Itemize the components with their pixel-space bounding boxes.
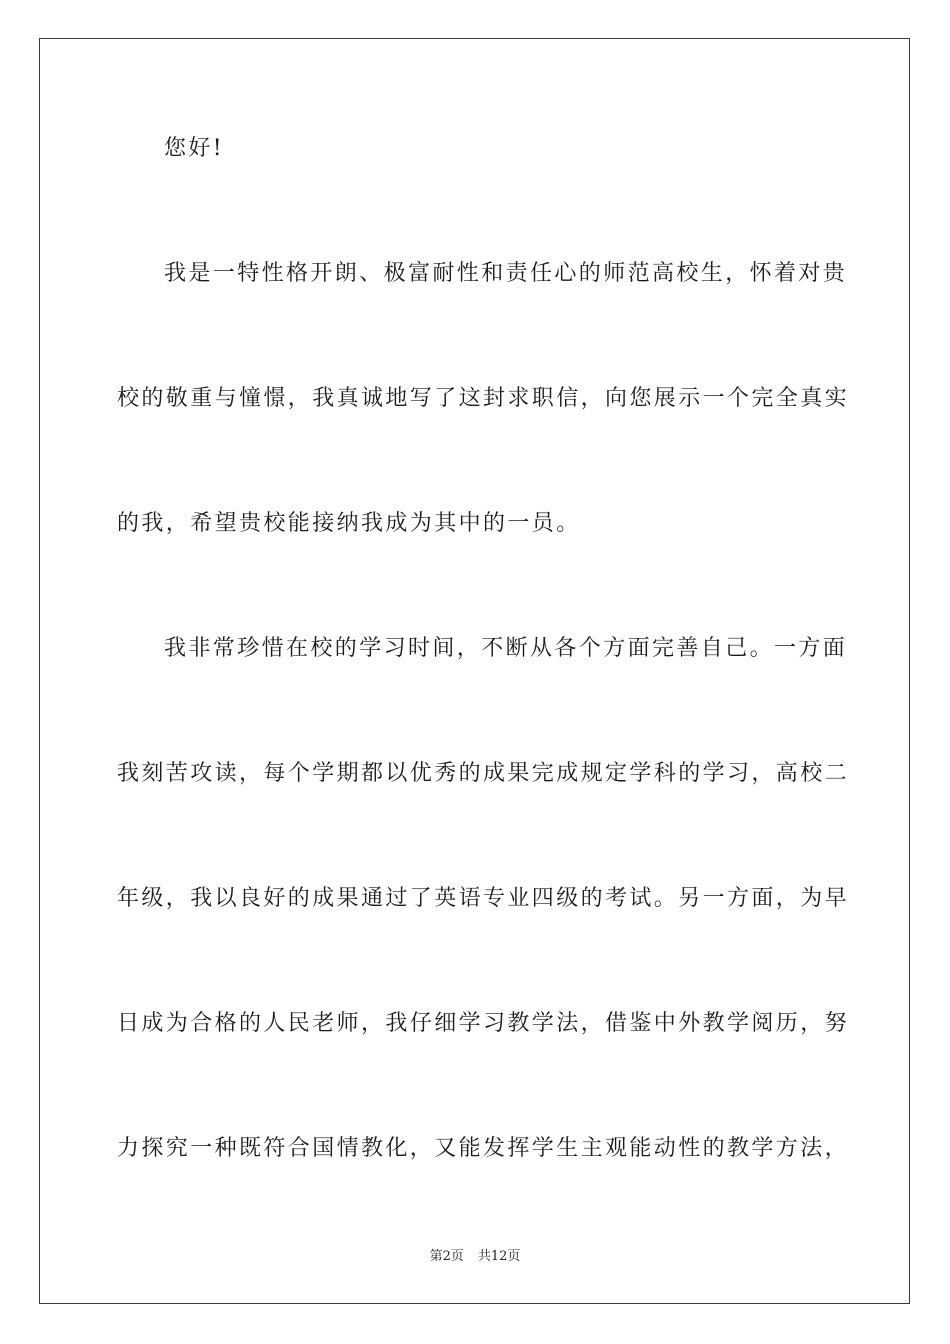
paragraph-line: 我非常珍惜在校的学习时间，不断从各个方面完善自己。一方面 — [164, 636, 848, 661]
paragraph-line: 的我，希望贵校能接纳我成为其中的一员。 — [117, 511, 581, 536]
greeting-line: 您好! — [164, 136, 225, 161]
page-total: 共12页 — [477, 1249, 521, 1264]
page-border — [39, 38, 910, 1304]
paragraph-line: 力探究一种既符合国情教化，又能发挥学生主观能动性的教学方法， — [117, 1136, 850, 1161]
page-footer — [0, 1248, 950, 1266]
paragraph-line: 年级，我以良好的成果通过了英语专业四级的考试。另一方面，为早 — [117, 886, 850, 911]
paragraph-line: 校的敬重与憧憬，我真诚地写了这封求职信，向您展示一个完全真实 — [117, 386, 850, 411]
paragraph-line: 我刻苦攻读，每个学期都以优秀的成果完成规定学科的学习，高校二 — [117, 761, 850, 786]
page-number: 第2页 — [429, 1249, 464, 1264]
paragraph-line: 我是一特性格开朗、极富耐性和责任心的师范高校生，怀着对贵 — [164, 261, 848, 286]
paragraph-line: 日成为合格的人民老师，我仔细学习教学法，借鉴中外教学阅历，努 — [117, 1011, 850, 1036]
